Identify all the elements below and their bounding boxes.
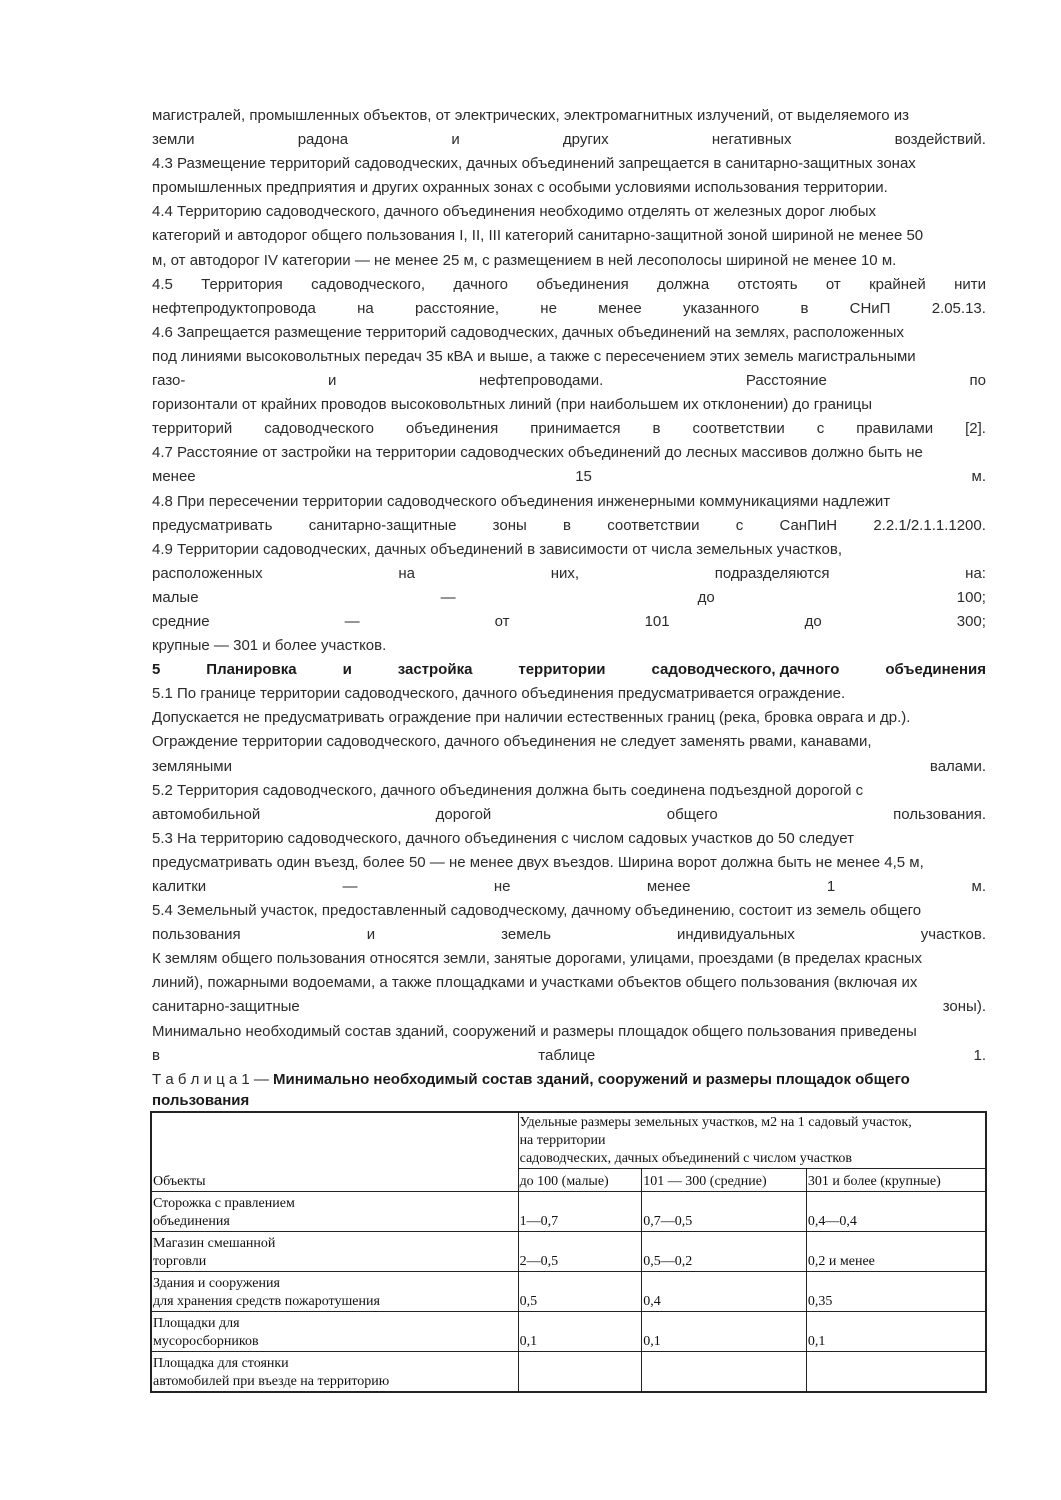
text-line (152, 152, 986, 176)
text-line (152, 321, 986, 345)
text-segment: от (825, 275, 841, 293)
text-segment: правилами (856, 420, 934, 438)
text-segment: в (563, 516, 571, 534)
text-segment: газо- (152, 372, 186, 390)
text-line (152, 345, 986, 369)
text-line (152, 779, 986, 803)
text-segment: до (804, 612, 822, 630)
text-segment: зоны (492, 516, 527, 534)
caption-title-line2: пользования (152, 1091, 250, 1109)
text-line (152, 369, 986, 393)
text-segment: валами. (929, 757, 986, 775)
text-segment: в (152, 1046, 160, 1064)
header-sizes-line-1: Удельные размеры земельных участков, м2 на 1 садовый участок, (519, 1115, 912, 1130)
text-segment: 4.7 Расстояние от застройки на территории садоводческих объединений до лесных массивов должно быть не (152, 444, 923, 462)
text-segment: не (493, 878, 511, 895)
text-segment: средние (152, 612, 210, 630)
text-segment: индивидуальных (677, 926, 795, 944)
text-segment: Минимально необходимый состав зданий, сооружений и размеры площадок общего пользования приведены (152, 1022, 917, 1040)
cell-medium: 0,7—0,5 (642, 1192, 807, 1232)
text-segment: м, от автодорог IV категории — не менее 25 м, с размещением в ней лесополосы шириной не менее 10 м. (152, 251, 897, 269)
cell-object-line: Магазин смешанной (153, 1236, 276, 1251)
text-line (152, 297, 986, 321)
text-line (152, 393, 986, 417)
cell-object-line: автомобилей при въезде на территорию (153, 1374, 390, 1389)
caption-prefix: Т а б л и ц а 1 — (152, 1070, 274, 1088)
text-segment: садоводческого (264, 420, 374, 438)
text-segment: объединения (536, 275, 629, 293)
text-segment: промышленных предприятия и других охранных зонах с особыми условиями использования территории. (152, 179, 888, 197)
text-segment: садоводческого, (311, 275, 425, 293)
table-caption-line2 (152, 1092, 986, 1110)
text-segment: калитки (152, 878, 207, 895)
table-header-row-1 (151, 1112, 986, 1169)
header-small: до 100 (малые) (518, 1169, 642, 1192)
text-line (152, 104, 986, 128)
text-segment: 2.05.13. (931, 299, 986, 317)
text-segment: садоводческого, дачного (651, 661, 840, 679)
text-segment: менее (598, 299, 642, 317)
header-large: 301 и более (крупные) (806, 1169, 986, 1192)
cell-large (806, 1352, 986, 1393)
text-segment: 4.8 При пересечении территории садоводческого объединения инженерными коммуникациями надлежит (152, 492, 891, 510)
text-segment: принимается (530, 420, 621, 438)
text-line (152, 755, 986, 779)
text-segment: объединения (405, 420, 499, 438)
text-segment: 1 (826, 878, 836, 895)
text-line (152, 586, 986, 610)
cell-medium (642, 1352, 807, 1393)
text-segment: с (816, 420, 825, 438)
header-objects-label: Объекты (153, 1174, 206, 1189)
text-segment: — (342, 878, 358, 895)
text-segment: санитарно-защитные (152, 998, 300, 1016)
cell-object-line: Площадки для (153, 1316, 240, 1331)
text-segment: 4.4 Территорию садоводческого, дачного объединения необходимо отделять от железных дорог любых (152, 203, 877, 221)
cell-object (151, 1352, 518, 1393)
text-segment: предусматривать один въезд, более 50 — не менее двух въездов. Ширина ворот должна быть не менее 4,5 м, (152, 853, 924, 871)
table-row (151, 1312, 986, 1352)
text-segment: — (440, 588, 456, 606)
text-segment: под линиями высоковольтных передач 35 кВА и выше, а также с пересечением этих земель магистральными (152, 347, 916, 365)
table-objects (150, 1111, 987, 1393)
text-segment: и (327, 372, 337, 390)
cell-medium: 0,1 (642, 1312, 807, 1352)
text-line (152, 706, 986, 730)
text-line (152, 1020, 986, 1044)
text-segment: отстоять (737, 275, 798, 293)
text-segment: 100; (956, 588, 986, 606)
text-segment: менее (646, 878, 691, 895)
text-line (152, 851, 986, 875)
text-segment: общего (666, 805, 718, 823)
text-line (152, 730, 986, 754)
text-segment: на (357, 299, 374, 317)
text-line (152, 634, 986, 658)
text-line (152, 249, 986, 273)
text-segment: на: (965, 564, 986, 582)
text-segment: м. (971, 468, 986, 486)
text-segment: Территория (201, 275, 283, 293)
table-body (151, 1192, 986, 1393)
text-segment: земли (152, 131, 195, 149)
cell-small: 2—0,5 (518, 1232, 642, 1272)
text-segment: от (494, 612, 510, 630)
text-segment: малые (152, 588, 199, 606)
text-segment: должна (657, 275, 710, 293)
table-row (151, 1232, 986, 1272)
text-segment: СНиП (849, 299, 891, 317)
text-line (152, 224, 986, 248)
text-segment: дорогой (435, 805, 492, 823)
text-line (152, 610, 986, 634)
header-sizes-line-3: садоводческих, дачных объединений с числом участков (519, 1151, 853, 1166)
text-segment: 101 (644, 612, 670, 630)
cell-small: 0,5 (518, 1272, 642, 1312)
text-line (152, 417, 986, 441)
text-line (152, 514, 986, 538)
text-segment: объединения (885, 661, 986, 679)
text-segment: застройка (397, 661, 473, 679)
cell-object (151, 1272, 518, 1312)
text-line (152, 803, 986, 827)
text-segment: нити (954, 275, 986, 293)
cell-large: 0,4—0,4 (806, 1192, 986, 1232)
text-segment: и (342, 661, 352, 679)
text-segment: в (652, 420, 661, 438)
text-segment: пользования (152, 926, 241, 944)
cell-small: 1—0,7 (518, 1192, 642, 1232)
text-segment: земляными (152, 757, 232, 775)
text-segment: соответствии (692, 420, 785, 438)
table-caption (152, 1068, 986, 1092)
cell-object (151, 1192, 518, 1232)
text-segment: расположенных (152, 564, 263, 582)
cell-large: 0,35 (806, 1272, 986, 1312)
text-segment: м. (971, 878, 986, 895)
text-line (152, 995, 986, 1019)
text-segment: крупные — 301 и более участков. (152, 637, 387, 655)
header-sizes-line-2: на территории (519, 1133, 606, 1148)
text-segment: на (398, 564, 415, 582)
cell-object-line: торговли (153, 1254, 207, 1269)
text-segment: территории (518, 661, 606, 679)
text-segment: и (366, 926, 376, 944)
text-segment: радона (297, 131, 349, 149)
cell-large: 0,2 и менее (806, 1232, 986, 1272)
body-text (152, 104, 986, 1068)
text-segment: в (800, 299, 809, 317)
text-segment: зоны). (942, 998, 986, 1016)
text-segment: других (562, 131, 609, 149)
text-segment: территорий (152, 420, 233, 438)
text-segment: [2]. (965, 420, 986, 438)
text-line (152, 682, 986, 706)
text-line (152, 490, 986, 514)
text-line (152, 273, 986, 297)
text-segment: по (969, 372, 986, 390)
text-segment: предусматривать (152, 516, 273, 534)
text-line (152, 562, 986, 586)
text-segment: таблице (538, 1046, 596, 1064)
text-segment: 4.9 Территории садоводческих, дачных объединений в зависимости от числа земельных участков, (152, 540, 842, 558)
text-segment: К землям общего пользования относятся земли, занятые дорогами, улицами, проездами (в пределах красных (152, 950, 922, 968)
text-segment: 5.1 По границе территории садоводческого, дачного объединения предусматривается ограждение. (152, 685, 846, 703)
text-line (152, 176, 986, 200)
cell-object (151, 1232, 518, 1272)
text-segment: с (735, 516, 744, 534)
text-line (152, 947, 986, 971)
text-line (152, 465, 986, 489)
text-segment: дачного (453, 275, 509, 293)
text-line (152, 441, 986, 465)
text-segment: воздействий. (894, 131, 986, 149)
cell-object-line: для хранения средств пожаротушения (153, 1294, 380, 1309)
header-sizes (518, 1112, 986, 1169)
text-line (152, 1044, 986, 1068)
text-segment: Расстояние (745, 372, 827, 390)
text-segment: 5.2 Территория садоводческого, дачного объединения должна быть соединена подъездной дорогой с (152, 781, 864, 799)
text-segment: автомобильной (152, 805, 261, 823)
text-line (152, 923, 986, 947)
text-segment: Ограждение территории садоводческого, дачного объединения не следует заменять рвами, канавами, (152, 733, 872, 751)
text-segment: 5 (152, 661, 161, 679)
text-segment: горизонтали от крайних проводов высоковольтных линий (при наибольшем их отклонении) до границы (152, 396, 872, 414)
text-segment: крайней (869, 275, 926, 293)
text-segment: Допускается не предусматривать ограждение при наличии естественных границ (река, бровка оврага и др.). (152, 709, 911, 727)
cell-object-line: Площадка для стоянки (153, 1356, 289, 1371)
text-segment: 5.4 Земельный участок, предоставленный садоводческому, дачному объединению, состоит из земель общего (152, 902, 922, 920)
text-segment: нефтепроводами. (478, 372, 604, 390)
text-segment: пользования. (893, 805, 986, 823)
text-line (152, 827, 986, 851)
text-segment: расстояние, (415, 299, 500, 317)
cell-object (151, 1312, 518, 1352)
cell-object-line: Здания и сооружения (153, 1276, 280, 1291)
text-line (152, 538, 986, 562)
text-segment: СанПиН (779, 516, 838, 534)
text-segment: 300; (956, 612, 986, 630)
text-segment: не (540, 299, 557, 317)
text-line (152, 658, 986, 682)
text-segment: подразделяются (714, 564, 830, 582)
cell-medium: 0,5—0,2 (642, 1232, 807, 1272)
text-segment: земель (501, 926, 551, 944)
text-segment: нефтепродуктопровода (152, 299, 316, 317)
text-segment: негативных (711, 131, 792, 149)
table-row (151, 1192, 986, 1232)
document-page (152, 104, 986, 1110)
text-line (152, 128, 986, 152)
text-segment: до (697, 588, 715, 606)
text-segment: 4.5 (152, 275, 173, 293)
text-segment: 15 (575, 468, 592, 486)
text-segment: 5.3 На территорию садоводческого, дачного объединения с числом садовых участков до 50 следует (152, 829, 854, 847)
text-segment: магистралей, промышленных объектов, от электрических, электромагнитных излучений, от выделяемого из (152, 107, 910, 124)
text-line (152, 899, 986, 923)
text-segment: менее (152, 468, 196, 486)
header-medium: 101 — 300 (средние) (642, 1169, 807, 1192)
text-segment: 2.2.1/2.1.1.1200. (873, 516, 986, 534)
text-segment: соответствии (607, 516, 700, 534)
text-segment: них, (550, 564, 580, 582)
cell-object-line: Сторожка с правлением (153, 1196, 295, 1211)
cell-large: 0,1 (806, 1312, 986, 1352)
text-line (152, 200, 986, 224)
text-segment: и (451, 131, 460, 149)
text-segment: линий), пожарными водоемами, а также площадками и участками объектов общего пользования (включая их (152, 974, 918, 992)
text-segment: категорий и автодорог общего пользования I, II, III категорий санитарно-защитной зоной шириной не менее 50 (152, 227, 924, 245)
cell-small (518, 1352, 642, 1393)
text-segment: 1. (973, 1046, 986, 1064)
table-row (151, 1272, 986, 1312)
cell-object-line: объединения (153, 1214, 230, 1229)
text-segment: Планировка (206, 661, 297, 679)
text-line (152, 875, 986, 899)
text-segment: 4.3 Размещение территорий садоводческих, дачных объединений запрещается в санитарно-защитных зонах (152, 155, 916, 173)
caption-title-line1: Минимально необходимый состав зданий, сооружений и размеры площадок общего (273, 1070, 910, 1088)
text-segment: указанного (683, 299, 760, 317)
cell-small: 0,1 (518, 1312, 642, 1352)
text-segment: санитарно-защитные (308, 516, 457, 534)
header-objects (151, 1112, 518, 1192)
text-line (152, 971, 986, 995)
text-segment: — (344, 612, 360, 630)
table-row (151, 1352, 986, 1393)
text-segment: участков. (920, 926, 986, 944)
cell-medium: 0,4 (642, 1272, 807, 1312)
cell-object-line: мусоросборников (153, 1334, 259, 1349)
text-segment: 4.6 Запрещается размещение территорий садоводческих, дачных объединений на землях, расположенных (152, 323, 904, 341)
